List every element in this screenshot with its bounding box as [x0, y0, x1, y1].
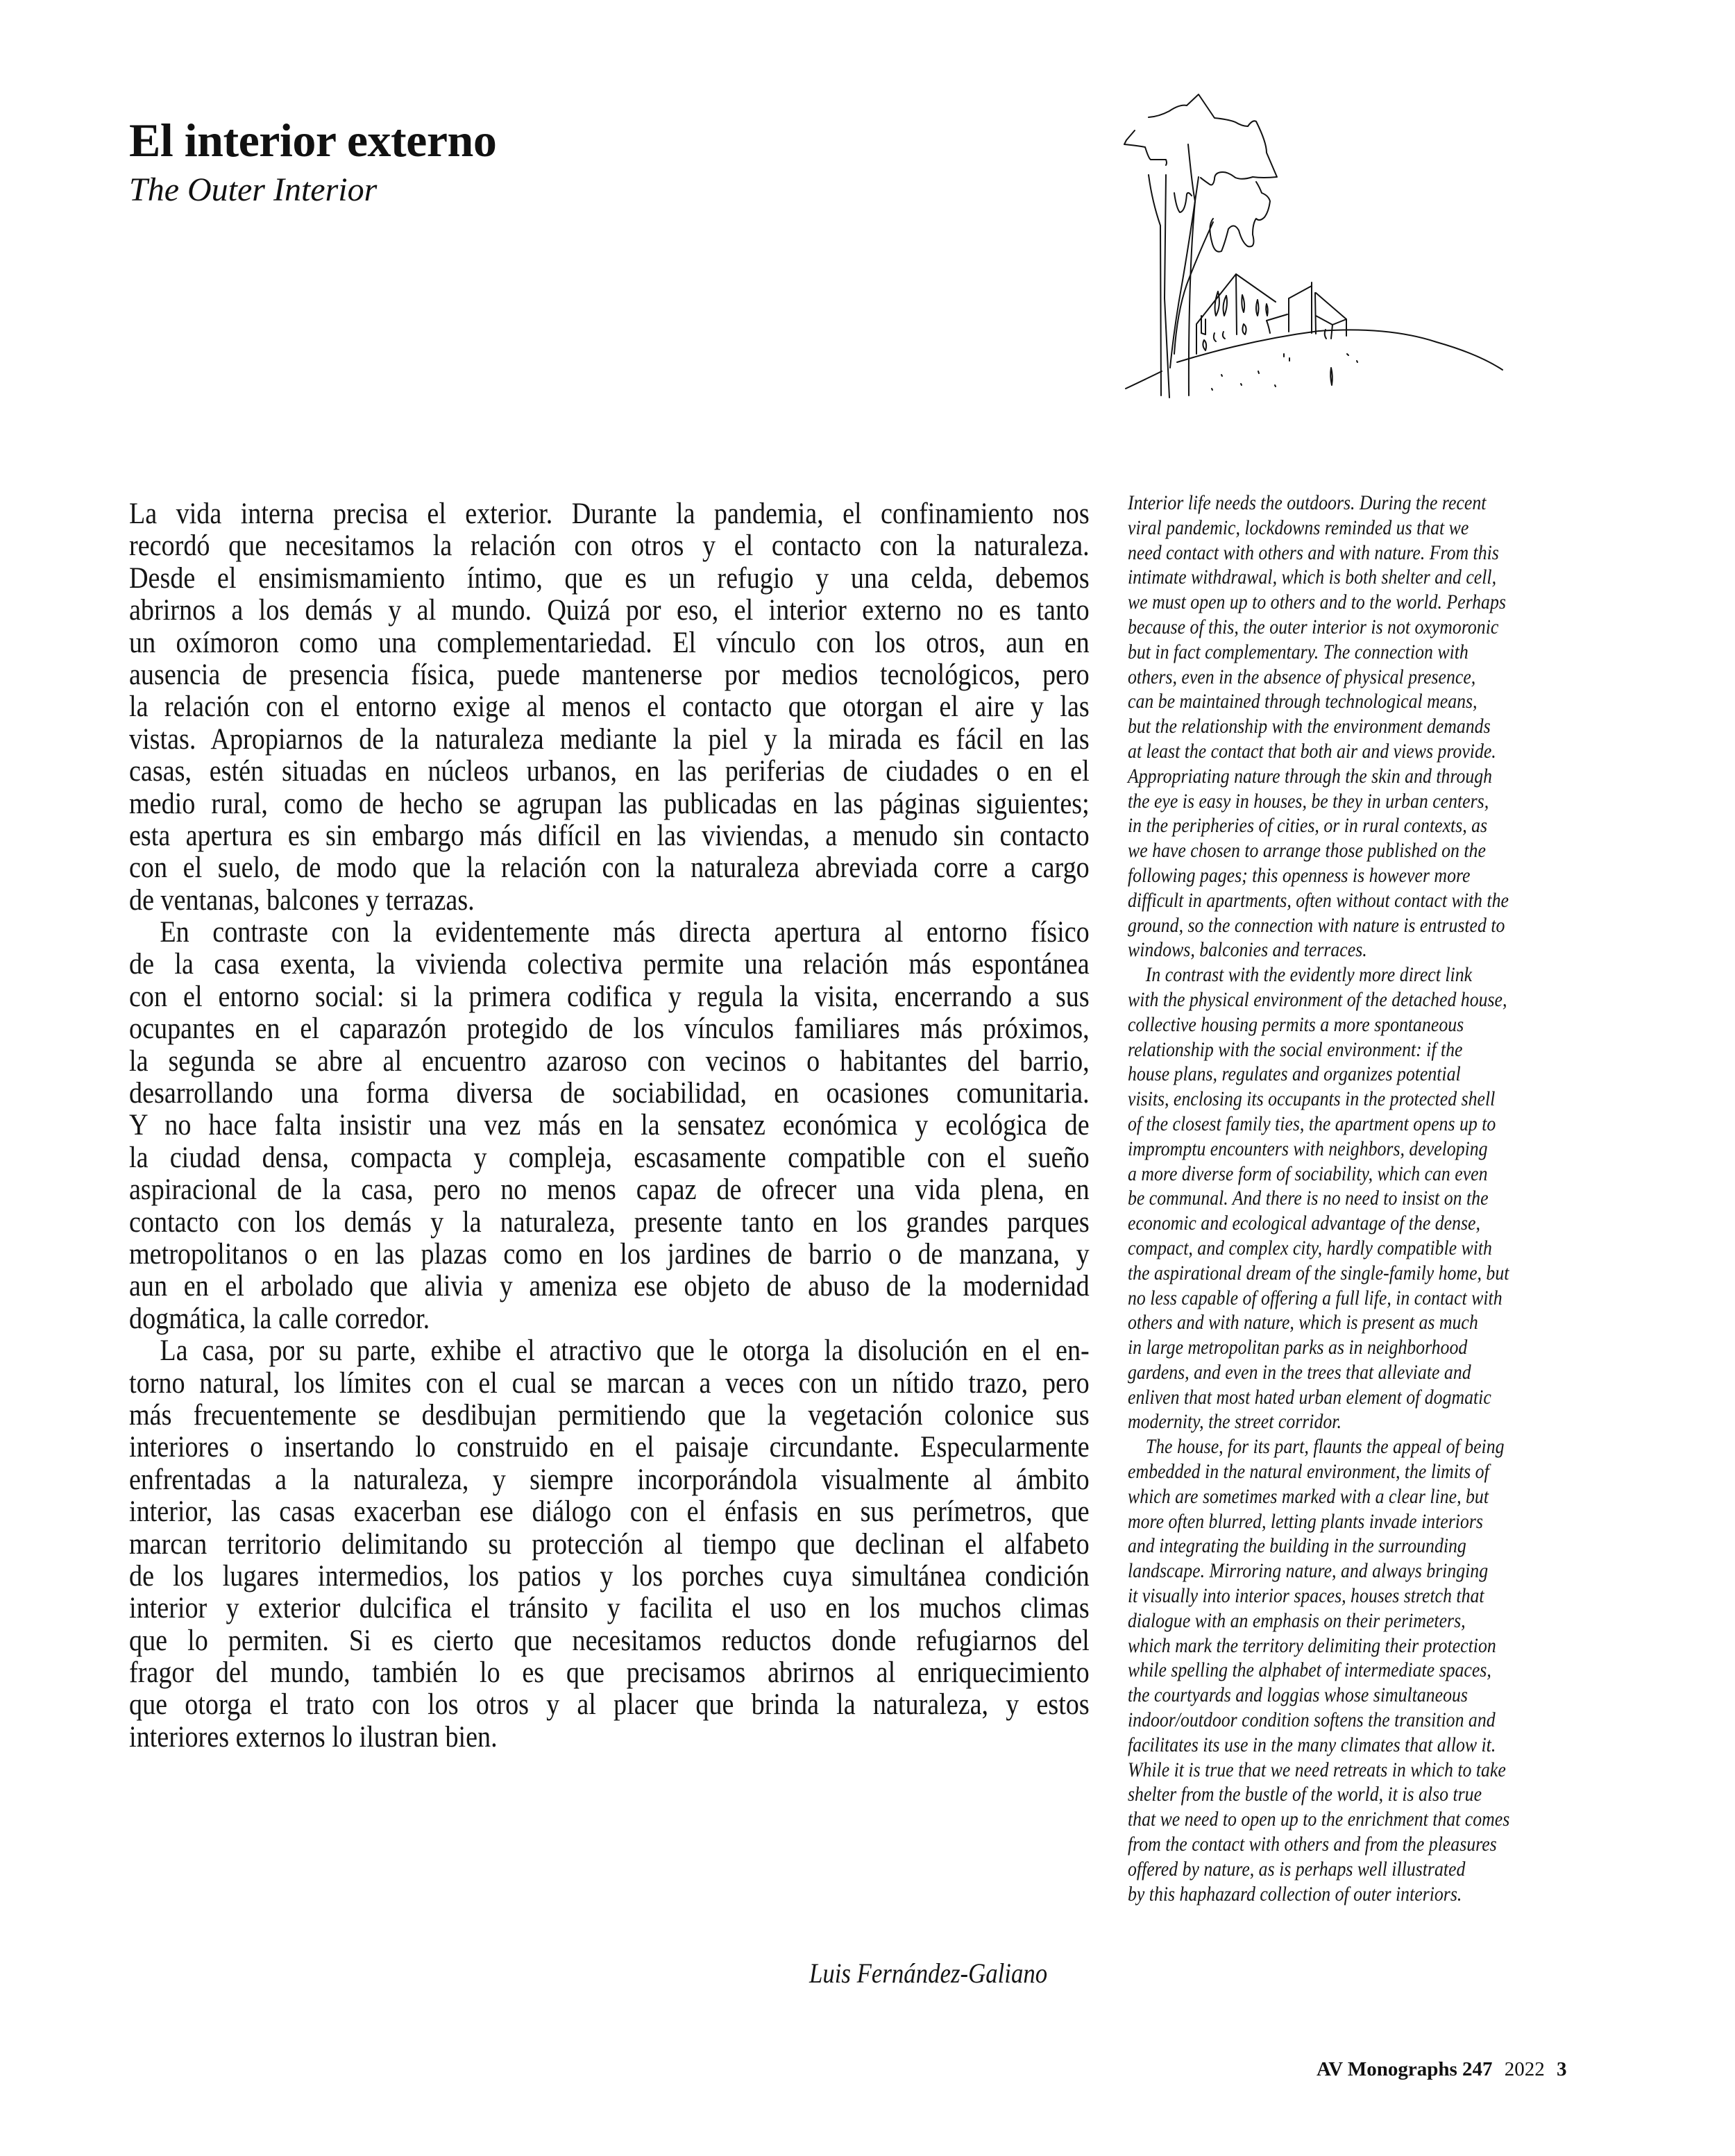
text-line: While it is true that we need retreats in which to take	[1128, 1758, 1506, 1781]
text-line: which mark the territory delimiting their protection	[1128, 1633, 1496, 1657]
text-line: with the physical environment of the detached house,	[1128, 987, 1507, 1011]
publication-year: 2022	[1504, 2058, 1545, 2080]
text-line: that we need to open up to the enrichment that comes	[1128, 1808, 1510, 1831]
text-line: con el suelo, de modo que la relación con la naturaleza abreviada corre a cargo	[129, 851, 1090, 885]
page-subtitle: The Outer Interior	[129, 171, 378, 208]
text-line: In contrast with the evidently more direct link	[1145, 963, 1473, 987]
text-line: la relación con el entorno exige al menos el contacto que otorgan el aire y las	[129, 690, 1090, 724]
text-line: La vida interna precisa el exterior. Durante la pandemia, el confinamiento nos	[129, 498, 1090, 530]
text-line: interiores o insertando lo construido en el paisaje circundante. Especularmente	[129, 1431, 1090, 1464]
english-article-column	[1128, 491, 1586, 1906]
text-line: medio rural, como de hecho se agrupan las publicadas en las páginas siguientes;	[129, 787, 1090, 820]
text-line: indoor/outdoor condition softens the transition and	[1128, 1708, 1496, 1732]
tree-and-houses-sketch-icon	[1110, 76, 1596, 409]
text-line: fragor del mundo, también lo es que precisamos abrirnos al enriquecimiento	[129, 1656, 1090, 1690]
page-number: 3	[1557, 2058, 1567, 2080]
text-line: The house, for its part, flaunts the appeal of being	[1145, 1435, 1505, 1459]
text-line: vistas. Apropiarnos de la naturaleza mediante la piel y la mirada es fácil en las	[129, 722, 1090, 756]
text-line: difficult in apartments, often without contact with the	[1128, 888, 1509, 912]
text-line: while spelling the alphabet of intermediate spaces,	[1128, 1658, 1491, 1682]
text-line: de los lugares intermedios, los patios y los porches cuya simultánea condición	[129, 1559, 1090, 1593]
text-line: the eye is easy in houses, be they in urban centers,	[1128, 789, 1489, 813]
text-line: following pages; this openness is however more	[1128, 863, 1471, 887]
text-line: aun en el arbolado que alivia y ameniza ese objeto de abuso de la modernidad	[129, 1270, 1090, 1303]
text-line: interior, las casas exacerban ese diálogo con el énfasis en sus perímetros, que	[129, 1495, 1090, 1529]
text-line: interior y exterior dulcifica el tránsito y facilita el uso en los muchos climas	[129, 1592, 1090, 1625]
text-line: gardens, and even in the trees that alleviate and	[1128, 1360, 1471, 1384]
text-line: be communal. And there is no need to insist on the	[1128, 1187, 1489, 1210]
text-line: embedded in the natural environment, the limits of	[1128, 1460, 1489, 1484]
text-line: more often blurred, letting plants invade interiors	[1128, 1509, 1483, 1533]
text-line: que lo permiten. Si es cierto que necesitamos reductos donde refugiarnos del	[129, 1624, 1090, 1657]
text-line: enliven that most hated urban element of dogmatic	[1128, 1385, 1491, 1409]
text-line: no less capable of offering a full life, in contact with	[1128, 1286, 1503, 1309]
text-line: Appropriating nature through the skin and through	[1128, 764, 1493, 788]
text-line: relationship with the social environment: if the	[1128, 1037, 1463, 1061]
text-line: recordó que necesitamos la relación con otros y el contacto con la naturaleza.	[129, 529, 1090, 563]
text-line: we must open up to others and to the world. Perhaps	[1128, 591, 1506, 614]
text-line: metropolitanos o en las plazas como en los jardines de barrio o de manzana, y	[129, 1237, 1090, 1271]
text-line: casas, estén situadas en núcleos urbanos, en las periferias de ciudades o en el	[129, 755, 1090, 788]
text-line: Desde el ensimismamiento íntimo, que es un refugio y una celda, debemos	[129, 561, 1090, 595]
text-line: a more diverse form of sociability, which can even	[1128, 1162, 1488, 1185]
text-line: abrirnos a los demás y al mundo. Quizá por eso, el interior externo no es tanto	[129, 594, 1090, 627]
text-line: can be maintained through technological means,	[1128, 690, 1478, 713]
text-line: windows, balconies and terraces.	[1128, 938, 1367, 962]
text-line: at least the contact that both air and views provide.	[1128, 739, 1496, 763]
text-line: con el entorno social: si la primera codifica y regula la visita, encerrando a sus	[129, 980, 1090, 1013]
text-line: enfrentadas a la naturaleza, y siempre incorporándola visualmente al ámbito	[129, 1463, 1090, 1496]
text-line: ocupantes en el caparazón protegido de los vínculos familiares más próximos,	[129, 1012, 1090, 1046]
text-line: esta apertura es sin embargo más difícil en las viviendas, a menudo sin contacto	[129, 819, 1090, 852]
text-line: viral pandemic, lockdowns reminded us that we	[1128, 516, 1469, 539]
text-line: que otorga el trato con los otros y al placer que brinda la naturaleza, y estos	[129, 1688, 1090, 1722]
text-line: but the relationship with the environment demands	[1128, 715, 1491, 738]
author-signature: Luis Fernández-Galiano	[809, 1958, 1048, 1989]
text-line: ausencia de presencia física, puede mantenerse por medios tecnológicos, pero	[129, 658, 1090, 691]
publication-name: AV Monographs 247	[1317, 2058, 1493, 2080]
text-line: landscape. Mirroring nature, and always bringing	[1128, 1559, 1489, 1583]
text-line: desarrollando una forma diversa de sociabilidad, en ocasiones comunitaria.	[129, 1077, 1090, 1110]
text-line: marcan territorio delimitando su protección al tiempo que declinan el alfabeto	[129, 1527, 1090, 1561]
text-line: La casa, por su parte, exhibe el atractivo que le otorga la disolución en el en-	[160, 1334, 1090, 1368]
title-block	[129, 114, 497, 208]
text-line: contacto con los demás y la naturaleza, presente tanto en los grandes parques	[129, 1205, 1090, 1239]
text-line: by this haphazard collection of outer interiors.	[1128, 1882, 1462, 1905]
text-line: de la casa exenta, la vivienda colectiva permite una relación más espontánea	[129, 948, 1090, 981]
text-line: visits, enclosing its occupants in the protected shell	[1128, 1087, 1496, 1111]
text-line: aspiracional de la casa, pero no menos capaz de ofrecer una vida plena, en	[129, 1173, 1090, 1207]
text-line: más frecuentemente se desdibujan permitiendo que la vegetación colonice sus	[129, 1398, 1090, 1432]
text-line: offered by nature, as is perhaps well illustrated	[1128, 1857, 1466, 1881]
text-line: collective housing permits a more spontaneous	[1128, 1012, 1464, 1036]
text-line: dialogue with an emphasis on their perimeters,	[1128, 1608, 1466, 1632]
text-line: torno natural, los límites con el cual se marcan a veces con un nítido trazo, pero	[129, 1366, 1090, 1400]
text-line: En contraste con la evidentemente más directa apertura al entorno físico	[160, 916, 1090, 949]
text-line: ground, so the connection with nature is entrusted to	[1128, 913, 1505, 937]
text-line: la ciudad densa, compacta y compleja, escasamente compatible con el sueño	[129, 1141, 1090, 1174]
text-line: because of this, the outer interior is not oxymoronic	[1128, 615, 1499, 638]
text-line: we have chosen to arrange those published on the	[1128, 839, 1486, 863]
text-line: interiores externos lo ilustran bien.	[129, 1720, 498, 1754]
text-line: others and with nature, which is present as much	[1128, 1311, 1478, 1334]
spanish-article-column	[129, 498, 1090, 1754]
text-line: in the peripheries of cities, or in rural contexts, as	[1128, 814, 1488, 838]
text-line: economic and ecological advantage of the dense,	[1128, 1212, 1480, 1235]
text-line: and integrating the building in the surrounding	[1128, 1534, 1466, 1558]
text-line: it visually into interior spaces, houses stretch that	[1128, 1584, 1484, 1608]
text-line: de ventanas, balcones y terrazas.	[129, 883, 475, 917]
text-line: dogmática, la calle corredor.	[129, 1302, 430, 1335]
text-line: need contact with others and with nature. From this	[1128, 541, 1499, 564]
page-footer	[1317, 2058, 1567, 2081]
text-line: the aspirational dream of the single-family home, but	[1128, 1261, 1509, 1284]
text-line: shelter from the bustle of the world, it is also true	[1128, 1783, 1482, 1806]
text-line: modernity, the street corridor.	[1128, 1410, 1342, 1434]
text-line: which are sometimes marked with a clear line, but	[1128, 1484, 1489, 1508]
text-line: impromptu encounters with neighbors, developing	[1128, 1137, 1488, 1160]
text-line: la segunda se abre al encuentro azaroso con vecinos o habitantes del barrio,	[129, 1044, 1090, 1078]
text-line: compact, and complex city, hardly compatible with	[1128, 1236, 1492, 1259]
text-line: house plans, regulates and organizes potential	[1128, 1062, 1461, 1086]
text-line: from the contact with others and from the pleasures	[1128, 1833, 1497, 1856]
text-line: un oxímoron como una complementariedad. El vínculo con los otros, aun en	[129, 626, 1090, 659]
text-line: of the closest family ties, the apartment opens up to	[1128, 1112, 1496, 1135]
text-line: Interior life needs the outdoors. During the recent	[1128, 491, 1487, 514]
text-line: facilitates its use in the many climates that allow it.	[1128, 1733, 1496, 1756]
text-line: the courtyards and loggias whose simultaneous	[1128, 1683, 1468, 1707]
text-line: in large metropolitan parks as in neighborhood	[1128, 1336, 1468, 1359]
text-line: but in fact complementary. The connection with	[1128, 640, 1469, 663]
page-title: El interior externo	[129, 114, 497, 167]
text-line: others, even in the absence of physical presence,	[1128, 665, 1476, 688]
text-line: intimate withdrawal, which is both shelter and cell,	[1128, 566, 1497, 589]
text-line: Y no hace falta insistir una vez más en la sensatez económica y ecológica de	[129, 1109, 1090, 1142]
